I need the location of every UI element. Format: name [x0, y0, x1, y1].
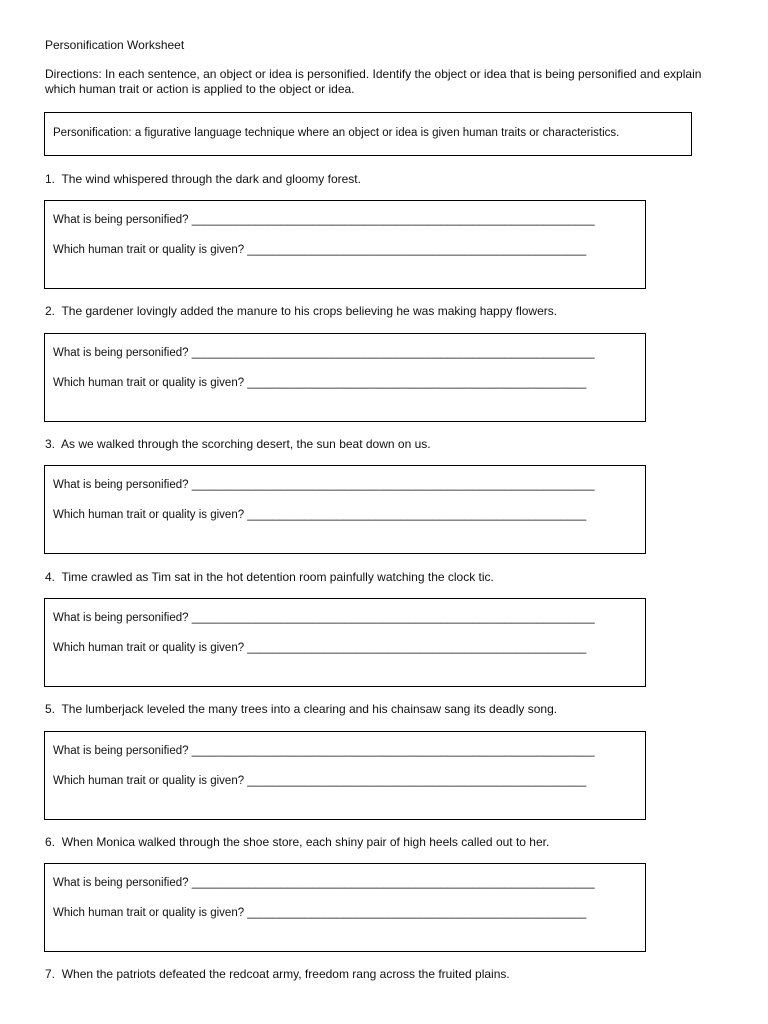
human-trait-line[interactable]: Which human trait or quality is given? _____________________________________________________ [53, 377, 587, 389]
question-5 [45, 702, 557, 716]
question-number: 7. [45, 967, 56, 981]
question-text: When Monica walked through the shoe store, each shiny pair of high heels called out to her. [61, 835, 550, 849]
answer-box-3 [44, 465, 646, 554]
question-number: 5. [45, 702, 56, 716]
question-1 [45, 172, 361, 186]
question-number: 1. [45, 172, 56, 186]
answer-box-4 [44, 598, 646, 687]
question-4 [45, 570, 494, 584]
question-text: Time crawled as Tim sat in the hot detention room painfully watching the clock tic. [61, 570, 494, 584]
question-number: 2. [45, 304, 56, 318]
question-6 [45, 835, 549, 849]
question-number: 3. [45, 437, 56, 451]
directions-text: Directions: In each sentence, an object or idea is personified. Identify the object or idea that is being personified and explain which human trait or action is applied to the object or idea. [45, 67, 702, 96]
human-trait-line[interactable]: Which human trait or quality is given? _____________________________________________________ [53, 775, 587, 787]
human-trait-line[interactable]: Which human trait or quality is given? _____________________________________________________ [53, 642, 587, 654]
what-personified-line[interactable]: What is being personified? _______________________________________________________________ [53, 214, 595, 226]
question-text: When the patriots defeated the redcoat army, freedom rang across the fruited plains. [61, 967, 510, 981]
human-trait-line[interactable]: Which human trait or quality is given? _____________________________________________________ [53, 244, 587, 256]
definition-box [44, 112, 692, 156]
answer-box-5 [44, 731, 646, 820]
question-text: The lumberjack leveled the many trees into a clearing and his chainsaw sang its deadly song. [61, 702, 558, 716]
what-personified-line[interactable]: What is being personified? _______________________________________________________________ [53, 612, 595, 624]
human-trait-line[interactable]: Which human trait or quality is given? _____________________________________________________ [53, 509, 587, 521]
question-text: The gardener lovingly added the manure to his crops believing he was making happy flowers. [61, 304, 558, 318]
question-text: The wind whispered through the dark and gloomy forest. [61, 172, 361, 186]
question-7 [45, 967, 510, 981]
human-trait-line[interactable]: Which human trait or quality is given? _____________________________________________________ [53, 907, 587, 919]
question-number: 6. [45, 835, 56, 849]
page-title: Personification Worksheet [45, 38, 185, 52]
what-personified-line[interactable]: What is being personified? _______________________________________________________________ [53, 745, 595, 757]
what-personified-line[interactable]: What is being personified? _______________________________________________________________ [53, 347, 595, 359]
question-3 [45, 437, 431, 451]
question-2 [45, 304, 557, 318]
what-personified-line[interactable]: What is being personified? _______________________________________________________________ [53, 877, 595, 889]
answer-box-2 [44, 333, 646, 422]
answer-box-1 [44, 200, 646, 289]
question-number: 4. [45, 570, 56, 584]
question-text: As we walked through the scorching desert, the sun beat down on us. [61, 437, 431, 451]
answer-box-6 [44, 863, 646, 952]
what-personified-line[interactable]: What is being personified? _______________________________________________________________ [53, 479, 595, 491]
definition-text: Personification: a figurative language technique where an object or idea is given human traits or characteristics. [53, 127, 620, 139]
